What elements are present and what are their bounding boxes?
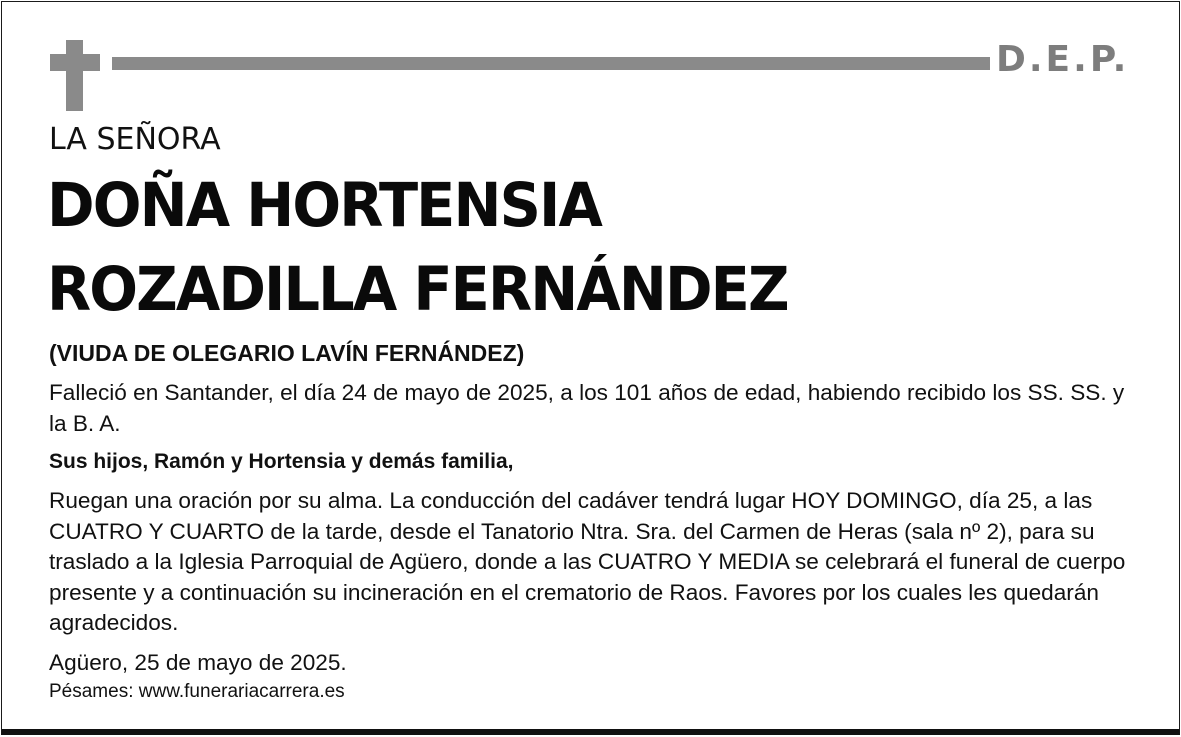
dep-label: D.E.P. [996,39,1130,80]
condolences-link[interactable]: Pésames: www.funerariacarrera.es [49,681,345,702]
cross-vertical-bar [66,40,83,111]
header-rule [112,57,990,70]
deceased-name-line1: DOÑA HORTENSIA [47,170,601,241]
cross-horizontal-bar [50,54,100,71]
place-date: Agüero, 25 de mayo de 2025. [49,650,347,675]
death-details: Falleció en Santander, el día 24 de mayo de 2025, a los 101 años de edad, habiendo recibido los SS. SS. y la B. A. [49,380,1125,436]
service-details: Ruegan una oración por su alma. La conducción del cadáver tendrá lugar HOY DOMINGO, día 25, a las CUATRO Y CUARTO de la tarde, desde el Tanatorio Ntra. Sra. del Carmen de Heras (sala nº 2), para su traslado a la Iglesia Parroquial de Agüero, donde a las CUATRO Y MEDIA se celebrará el funeral de cuerpo presente y a continuación su incineración en el crematorio de Raos. Favores por los cuales les quedarán agradecidos. [49,488,1126,635]
widow-of: (VIUDA DE OLEGARIO LAVÍN FERNÁNDEZ) [49,340,525,366]
obituary-notice [1,1,1180,735]
deceased-name-line2: ROZADILLA FERNÁNDEZ [47,254,788,325]
family-line: Sus hijos, Ramón y Hortensia y demás familia, [49,450,514,473]
salutation: LA SEÑORA [49,122,221,157]
